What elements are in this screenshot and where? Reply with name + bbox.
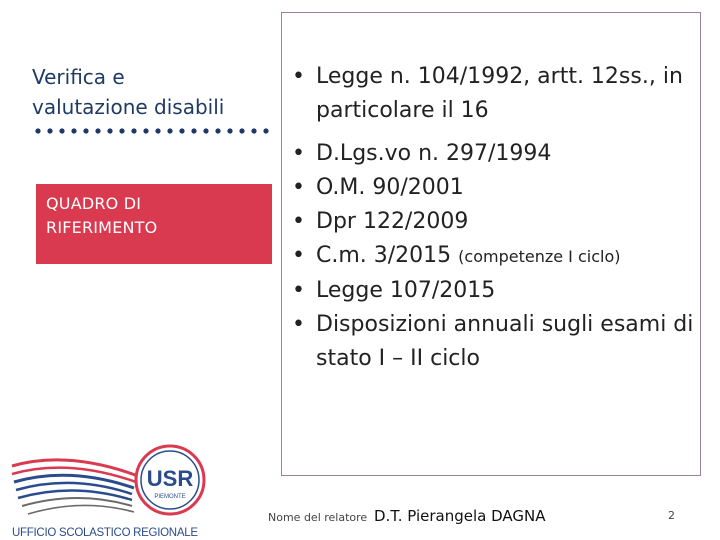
logo-abbr: USR — [146, 466, 194, 491]
list-item — [290, 239, 705, 274]
slide-title-line-1: Verifica e — [32, 65, 125, 89]
dotted-divider — [32, 126, 270, 136]
list-item — [290, 137, 705, 171]
slide-title — [32, 62, 282, 122]
list-item-text: Legge 107/2015 — [316, 278, 496, 303]
list-item-text: C.m. 3/2015 — [316, 243, 452, 268]
list-item-text: O.M. 90/2001 — [316, 175, 464, 200]
list-item-text: Disposizioni annuali sugli esami di stato I – II ciclo — [316, 312, 694, 371]
list-item-text: D.Lgs.vo n. 297/1994 — [316, 141, 552, 166]
list-item — [290, 171, 705, 205]
list-item-text: Dpr 122/2009 — [316, 209, 469, 234]
list-item-text: Legge n. 104/1992, artt. 12ss., in particolare il 16 — [316, 64, 683, 123]
reference-box-label-line-2: RIFERIMENTO — [46, 218, 158, 237]
legislation-list — [290, 60, 705, 376]
reference-framework-box — [36, 184, 272, 264]
usr-logo — [8, 436, 208, 540]
footer-presenter-name: D.T. Pierangela DAGNA — [374, 507, 546, 525]
logo-region: PIEMONTE — [154, 494, 186, 500]
logo-swoosh-icon — [12, 460, 138, 514]
list-item — [290, 274, 705, 308]
logo-full-name: UFFICIO SCOLASTICO REGIONALE — [12, 527, 198, 539]
list-item — [290, 308, 705, 376]
list-item — [290, 60, 705, 128]
footer-presenter-label: Nome del relatore — [268, 511, 368, 524]
reference-box-label-line-1: QUADRO DI — [46, 194, 142, 213]
list-item-note: (competenze I ciclo) — [458, 247, 621, 266]
list-item — [290, 205, 705, 239]
slide-title-line-2: valutazione disabili — [32, 95, 225, 119]
page-number: 2 — [668, 509, 675, 522]
